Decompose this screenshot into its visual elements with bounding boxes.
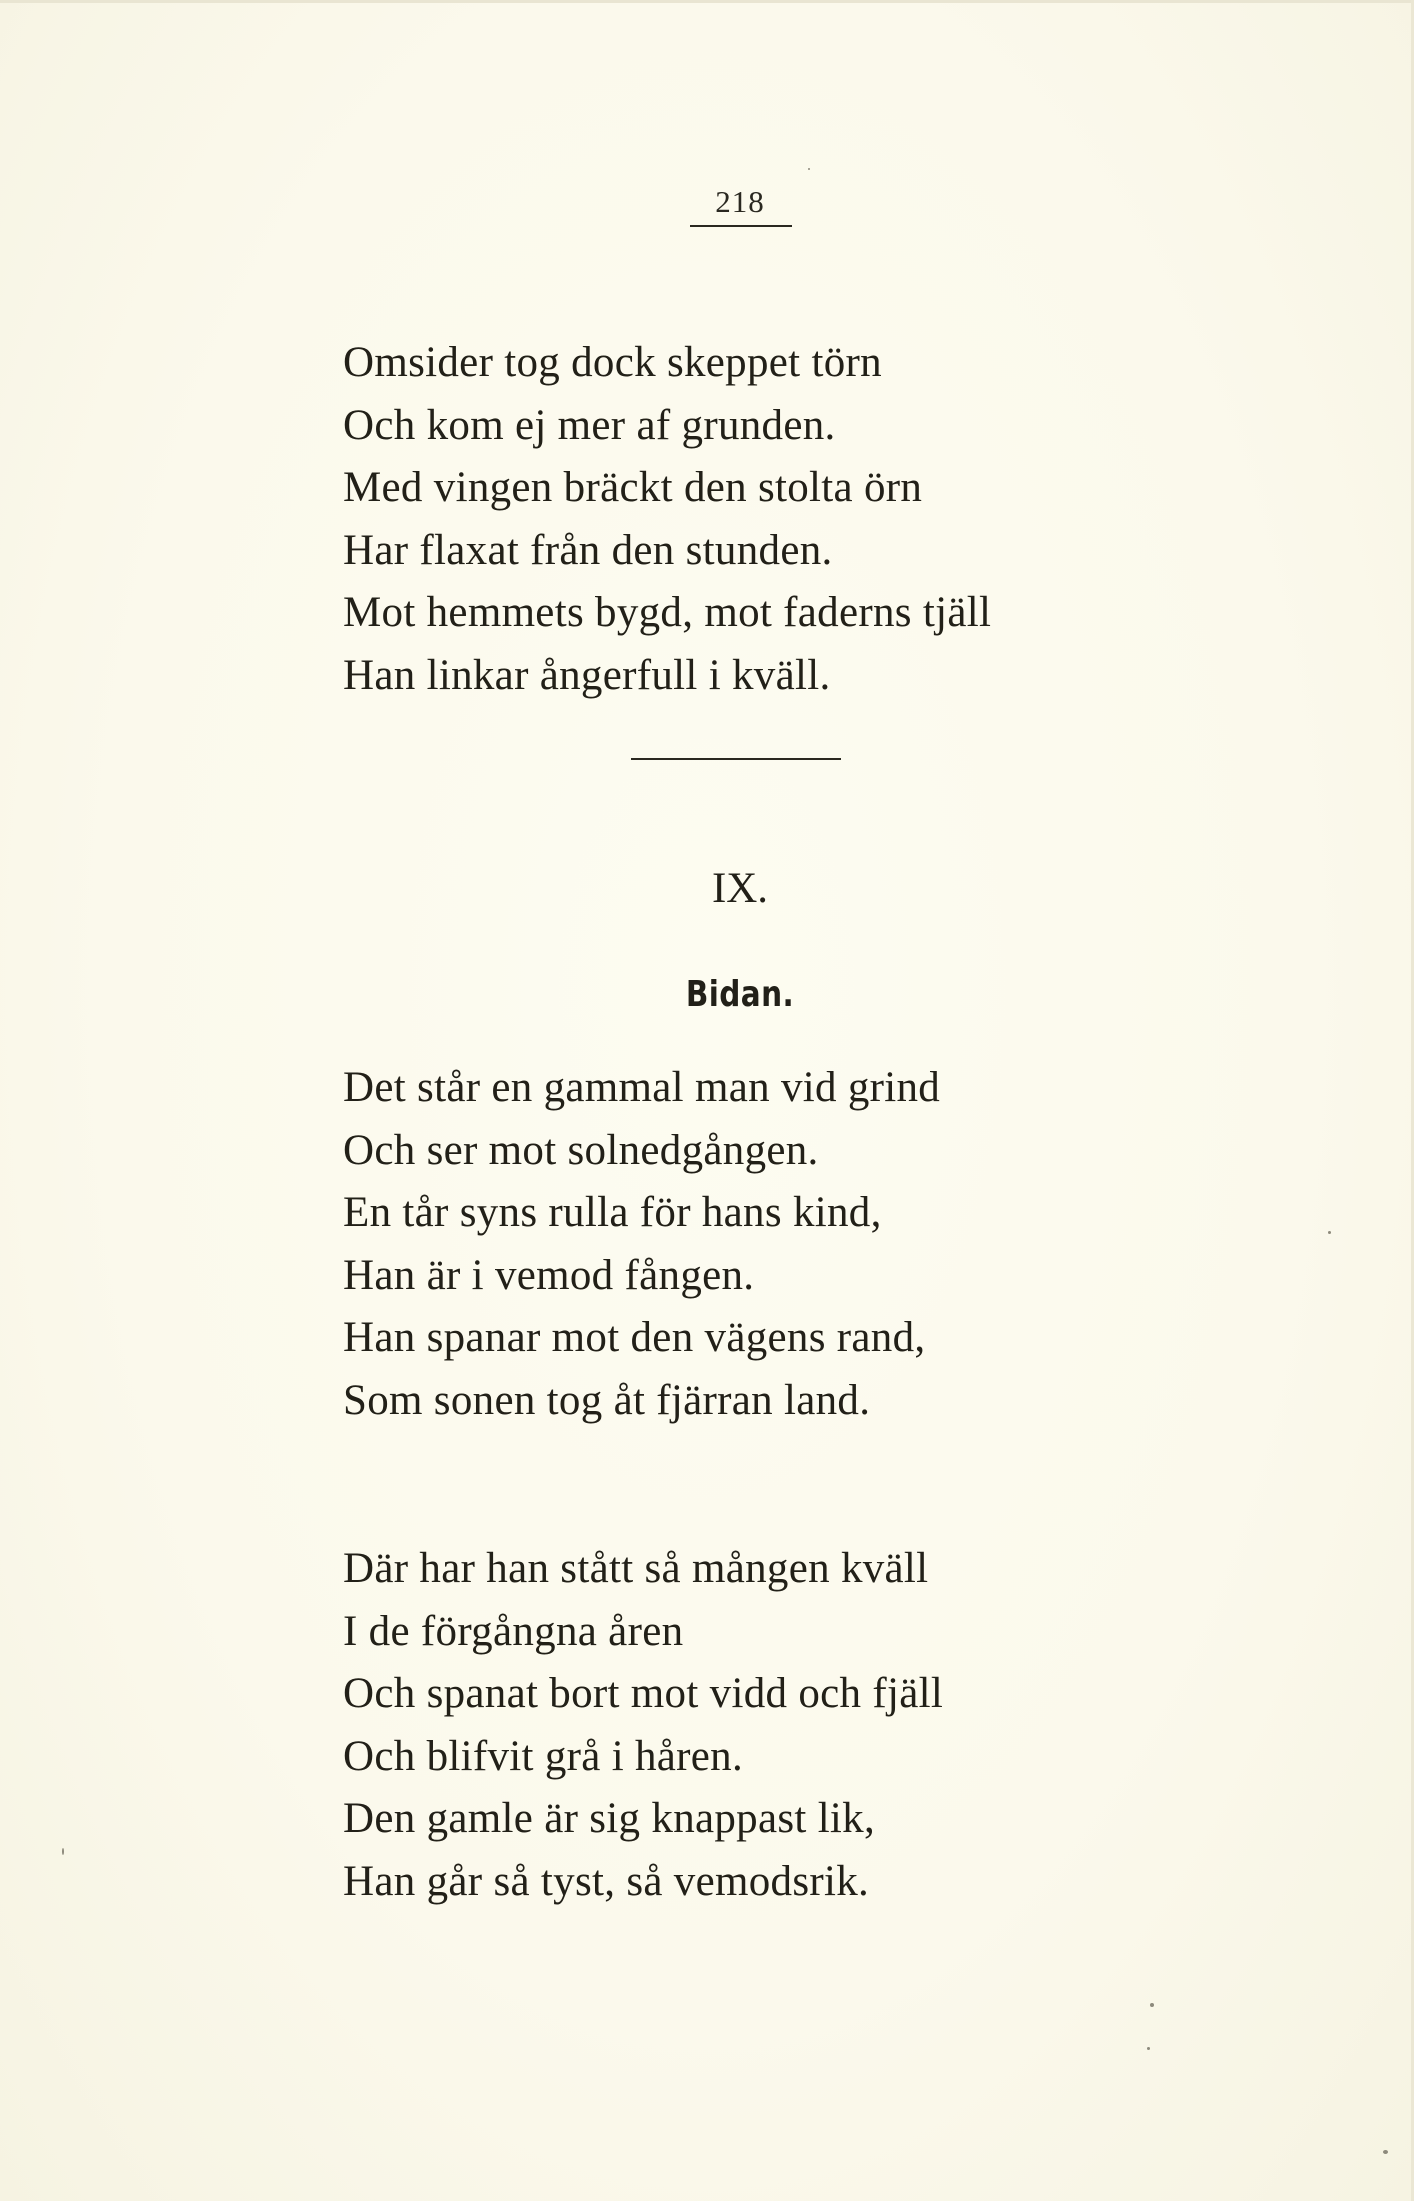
verse-line: Mot hemmets bygd, mot faderns tjäll [343,589,992,636]
verse-line: Med vingen bräckt den stolta örn [343,464,923,511]
paper-speck [1147,2047,1150,2050]
verse-line: Det står en gammal man vid grind [343,1064,941,1111]
paper-speck [1150,2003,1154,2007]
paper-speck [808,168,810,170]
verse-line: I de förgångna åren [343,1607,684,1655]
verse-line: Där har han stått så mången kväll [343,1545,929,1592]
verse-line: Den gamle är sig knappast lik, [343,1795,876,1842]
verse-line: Har flaxat från den stunden. [343,526,833,574]
paper-speck [62,1848,64,1855]
verse-line: Han spanar mot den vägens rand, [343,1314,926,1361]
verse-line: Han linkar ångerfull i kväll. [343,651,831,699]
page-number: 218 [715,184,765,219]
page-edge-top [0,0,1414,3]
paper-speck [1328,1231,1331,1234]
section-number: IX. [711,865,769,912]
verse-line: Och spanat bort mot vidd och fjäll [343,1670,944,1717]
verse-line: Och ser mot solnedgången. [343,1126,819,1174]
verse-line: Och kom ej mer af grunden. [343,401,836,449]
page-number-underline [690,225,792,227]
verse-line: Som sonen tog åt fjärran land. [343,1376,871,1424]
paper-speck [1383,2150,1388,2154]
verse-line: En tår syns rulla för hans kind, [343,1189,882,1236]
poem-title: Bidan. [685,974,795,1015]
verse-line: Han är i vemod fången. [343,1251,755,1299]
stanza-one [343,1057,940,1432]
section-divider [631,758,841,760]
verse-line: Han går så tyst, så vemodsrik. [343,1857,870,1905]
verse-line: Omsider tog dock skeppet törn [343,339,882,386]
stanza-continuation [343,332,991,707]
stanza-two [343,1538,943,1913]
verse-line: Och blifvit grå i håren. [343,1732,744,1780]
